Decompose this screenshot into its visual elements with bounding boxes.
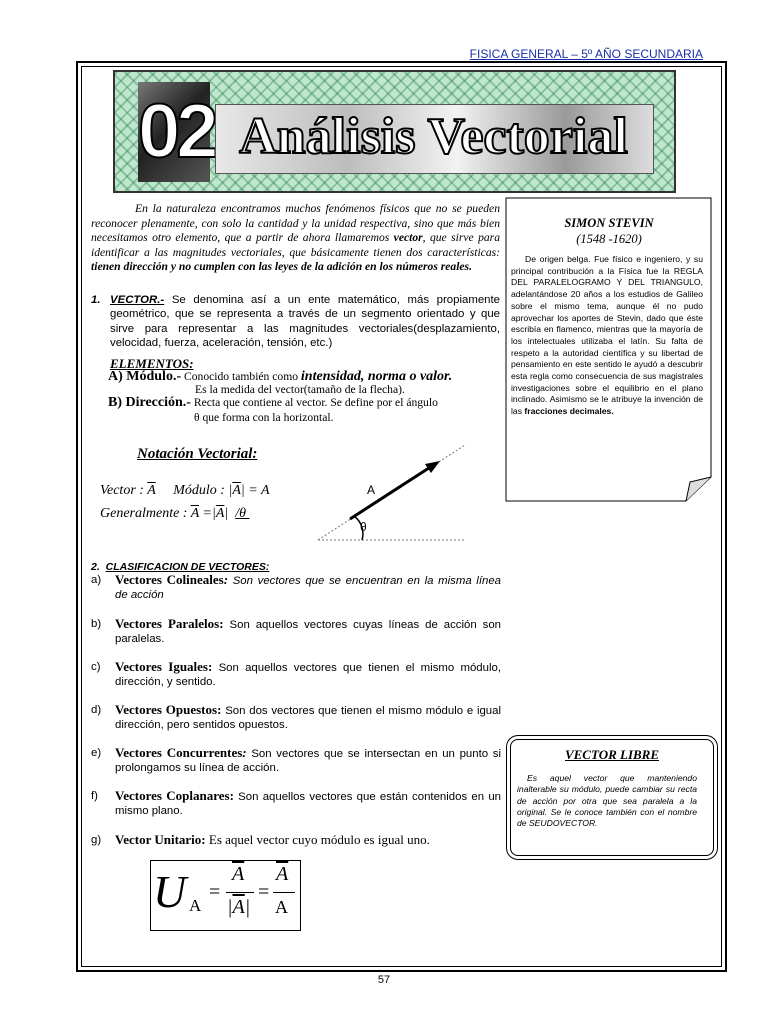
item-term: Vectores Colineales [115, 572, 224, 587]
notation-equation-2: Generalmente : $\overline{A} =|\overline{A}|$ /θ [100, 506, 247, 521]
vector-heading: VECTOR.- [110, 294, 165, 306]
fraction-bar-2 [273, 892, 295, 893]
vector-libre-title: VECTOR LIBRE [564, 747, 660, 762]
item-letter: c) [91, 661, 101, 673]
eq1-prefix: Vector : [100, 483, 148, 498]
intro-bold-tail: tienen dirección y no cumplen con las leyes de la adición en los números reales. [91, 260, 472, 274]
formula-subscript: A [189, 896, 202, 915]
item-text: Son vectores que se intersectan en un punto si prolongamos su línea de acción. [115, 748, 502, 775]
eq1-suffix: = A [244, 483, 270, 498]
bio-name: SIMON STEVIN [564, 216, 654, 230]
intro-paragraph [91, 202, 500, 275]
item-text: Son vectores que se encuentran en la misma línea de acción [115, 575, 501, 602]
bio-bold-tail: fracciones decimales. [524, 406, 614, 417]
intro-text-1: En la naturaleza encontramos muchos fenómenos físicos que no se pueden reconocer plenamente, con solo la cantidad y la unidad respectiva, sino que más bien necesitamos otro elemento, que a partir de ahora llamaremos [91, 202, 500, 245]
item-term: Vectores Iguales: [115, 659, 213, 674]
notacion-title: Notación Vectorial: [137, 446, 258, 462]
item-sep: : [223, 572, 229, 587]
item-term: Vectores Coplanares: [115, 788, 234, 803]
vector-definition [110, 293, 500, 351]
item-sep: : [242, 745, 247, 760]
formula-equals-1: = [209, 881, 221, 903]
formula-denominator-2: A [275, 897, 288, 917]
formula-numerator-2: $\overline{A}$ [276, 863, 289, 885]
direccion-text: Recta que contiene al vector. Se define por el ángulo [190, 396, 438, 409]
eq1-modulo-label: Módulo : [173, 483, 229, 498]
elemento-direccion [108, 396, 438, 410]
eq2-angle: θ [239, 506, 247, 521]
item-term: Vectores Paralelos: [115, 616, 224, 631]
formula-denominator-1: $\overline{A}$ [232, 896, 245, 918]
intro-bold-word: vector [393, 231, 423, 245]
item-term: Vectores Concurrentes [115, 745, 243, 760]
formula-u: U [153, 866, 187, 917]
modulo-description: Es la medida del vector(tamaño de la flecha). [195, 383, 405, 396]
item-letter: d) [91, 704, 102, 716]
eq2-prefix: Generalmente : [100, 506, 191, 521]
list-item [91, 833, 501, 847]
list-item [91, 746, 501, 775]
chapter-title: Análisis Vectorial [239, 108, 628, 165]
list-item [91, 660, 501, 689]
fraction-bar-1 [226, 892, 254, 893]
item-term: Vector Unitario: [115, 832, 206, 847]
angle-label: θ [360, 520, 367, 534]
vector-arrow-shaft [350, 466, 432, 519]
item-letter: a) [91, 574, 102, 586]
vector-definition-text: Se denomina así a un ente matemático, más propiamente geométrico, que se representa a través de un segmento orientado y que sirve para representar a las magnitudes vectoriales(desplazamiento, velocidad, fuerza, aceleración, tensión, etc.) [110, 294, 500, 350]
vector-diagram [310, 440, 470, 545]
direccion-description: θ que forma con la horizontal. [194, 411, 334, 424]
item-text: Son aquellos vectores cuyas líneas de acción son paralelas. [115, 619, 501, 646]
elemento-modulo [108, 370, 452, 384]
vector-libre-text [517, 773, 697, 829]
bio-body: De origen belga. Fue físico e ingeniero, y su principal contribución a la Física fue la REGLA DEL PARALELOGRAMO Y DEL TRIANGULO, adelantándose 20 años a los estudios de Galileo sobre el mismo tema, aunque él no pudo aprovechar los aportes de Stevin, dado que éste escribía en flamenco, mientras que la mayoría de los intelectuales utilizaba el latín. Su falta de respeto a la autoridad científica y su libertad de pensamiento en este sentido le ayudó a descubrir esta regla como consecuencia de sus magistrales investigaciones sobre el equilibrio en el plano inclinado. Asimismo se le atribuye la invención de las [511, 254, 703, 417]
running-header: FISICA GENERAL – 5º AÑO SECUNDARIA [469, 47, 703, 61]
modulo-bold-terms: intensidad, norma o valor. [300, 369, 453, 384]
intro-text-2: , que sirve para identificar a las magnitudes vectoriales, que básicamente tienen dos características: [91, 231, 500, 259]
item-text: Son aquellos vectores que tienen el mismo módulo, dirección, y sentido. [115, 662, 501, 689]
page-number: 57 [377, 974, 391, 986]
list-item [91, 573, 501, 602]
eq2-abs-vector: $\overline{A}$ [215, 506, 225, 521]
list-item [91, 617, 501, 646]
modulo-text: Conocido también como [181, 370, 301, 383]
modulo-label: A) Módulo.- [108, 369, 182, 384]
vector-libre-body: Es aquel vector que manteniendo inalterable su módulo, puede cambiar su recta de acción por otra que sea paralela a la original. Se le conoce también con el nombre de SEUDOVECTOR. [517, 773, 697, 829]
elementos-title: ELEMENTOS: [110, 356, 194, 371]
section-1-number: 1. [91, 294, 101, 306]
item-term: Vectores Opuestos [115, 702, 218, 717]
clasificacion-title: CLASIFICACION DE VECTORES: [105, 561, 270, 573]
item-sep: : [217, 702, 222, 717]
item-text: Son dos vectores que tienen el mismo módulo e igual dirección, pero sentidos opuestos. [115, 705, 502, 732]
direccion-label: B) Dirección.- [108, 395, 191, 410]
item-letter: g) [91, 834, 102, 846]
item-letter: e) [91, 747, 102, 759]
vector-label: A [367, 483, 376, 497]
item-letter: b) [91, 618, 102, 630]
item-letter: f) [91, 790, 98, 802]
list-item [91, 789, 501, 818]
eq1-vector: $\overline{A}$ [147, 483, 156, 498]
eq2-vector: $\overline{A}$ [190, 506, 200, 521]
item-text: Es aquel vector cuyo módulo es igual uno. [205, 832, 430, 847]
eq1-abs-vector: $\overline{A}$ [232, 483, 241, 498]
eq2-equals: = [199, 506, 212, 521]
bio-text [511, 254, 703, 418]
list-item [91, 703, 501, 732]
chapter-number: 02 [138, 89, 215, 174]
formula-numerator-1: $\overline{A}$ [232, 863, 245, 885]
notation-equation-1: Vector : $\overline{A}$ Módulo : $|\overline{A}| = A$ [100, 483, 270, 498]
clasificacion-number: 2. [91, 561, 100, 573]
unit-vector-formula: U A = $\overline{A}$ $|\overline{A}|$ = $\overline{A}$ A [150, 860, 301, 931]
item-text: Son aquellos vectores que están contenidos en un mismo plano. [115, 791, 501, 818]
vector-arrowhead [425, 461, 440, 473]
bio-years: (1548 -1620) [576, 232, 642, 246]
formula-equals-2: = [258, 881, 270, 903]
